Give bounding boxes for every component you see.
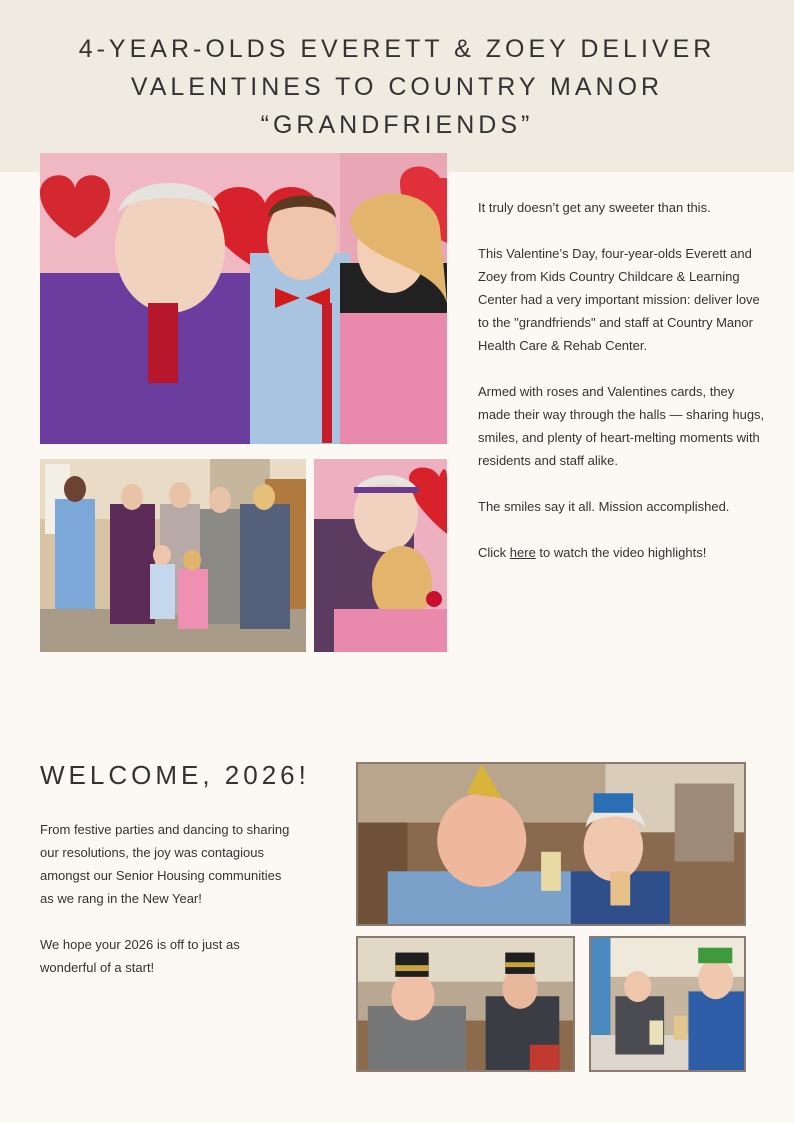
valentines-story: [478, 196, 768, 587]
photo-group-hallway: [40, 459, 306, 652]
photo-hug: [314, 459, 447, 652]
new-year-story: [40, 818, 290, 1002]
photo-new-year-toast: [356, 762, 746, 926]
video-cta: [478, 541, 768, 564]
photo-grandma-with-kids: [40, 153, 447, 444]
story-paragraph-2: This Valentine’s Day, four-year-olds Everett and Zoey from Kids Country Childcare & Learning Center had a very important mission: deliver love to the "grandfriends" and staff at Country Manor Health Care & Rehab Center.: [478, 246, 760, 353]
photo-new-year-hats: [356, 936, 575, 1072]
story-paragraph-3: Armed with roses and Valentines cards, they made their way through the halls — sharing hugs, smiles, and plenty of heart-melting moments with residents and staff alike.: [478, 384, 765, 468]
new-year-paragraph-1: From festive parties and dancing to sharing our resolutions, the joy was contagious amongst our Senior Housing communities as we rang in the New Year!: [40, 822, 290, 906]
story-paragraph-4: The smiles say it all. Mission accomplished.: [478, 499, 730, 514]
video-link[interactable]: here: [509, 545, 536, 560]
page-title: 4-YEAR-OLDS EVERETT & ZOEY DELIVER VALENTINES TO COUNTRY MANOR “GRANDFRIENDS”: [78, 35, 716, 139]
video-cta-prefix: Click: [478, 545, 510, 560]
new-year-paragraph-2: We hope your 2026 is off to just as wonderful of a start!: [40, 937, 240, 975]
photo-new-year-table: [589, 936, 746, 1072]
new-year-title: WELCOME, 2026!: [40, 760, 310, 790]
video-cta-suffix: to watch the video highlights!: [535, 545, 707, 560]
story-paragraph-1: It truly doesn’t get any sweeter than this.: [478, 200, 711, 215]
